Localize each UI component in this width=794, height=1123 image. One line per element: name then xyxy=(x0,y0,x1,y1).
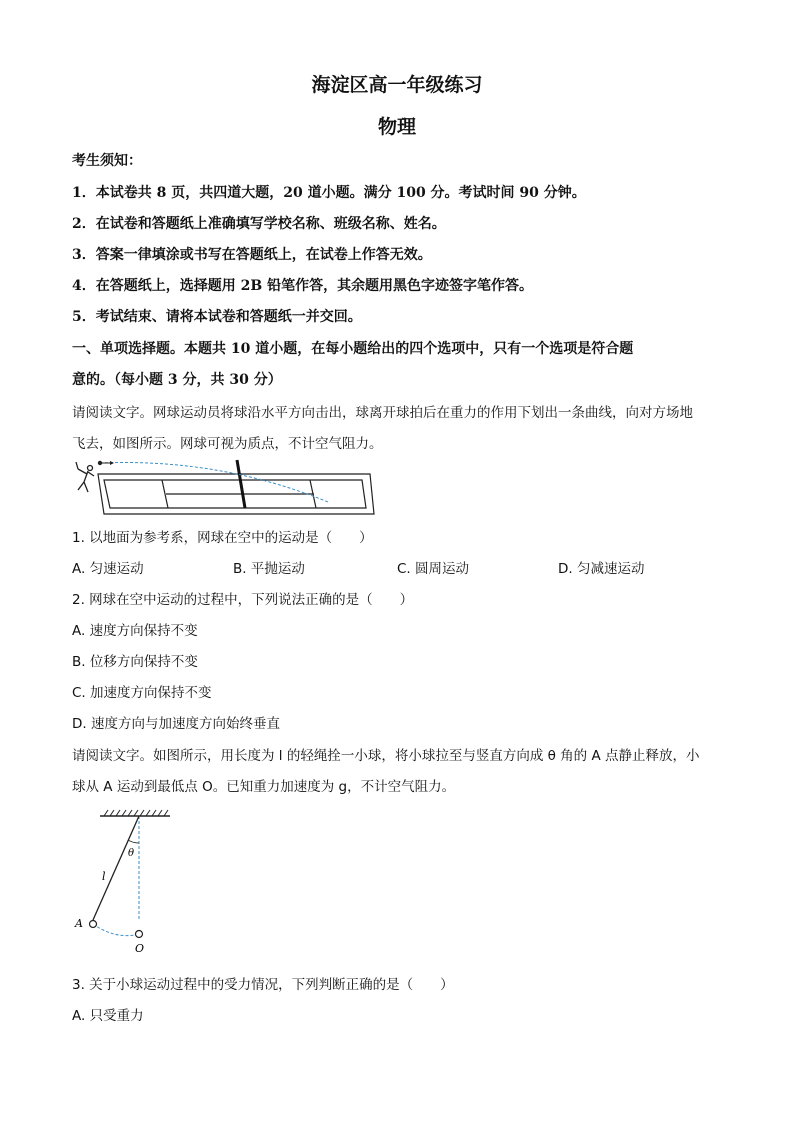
notice-item: 2．在试卷和答题纸上准确填写学校名称、班级名称、姓名。 xyxy=(72,216,446,232)
string xyxy=(93,816,139,920)
passage-text: 球从 A 运动到最低点 O。已知重力加速度为 g，不计空气阻力。 xyxy=(72,779,456,795)
question-stem: 2. 网球在空中运动的过程中，下列说法正确的是（ ） xyxy=(72,592,414,608)
q2-option-b[interactable]: B. 位移方向保持不变 xyxy=(72,654,198,670)
ceiling xyxy=(100,810,170,816)
ball-at-A xyxy=(90,921,97,928)
notice-heading: 考生须知： xyxy=(72,153,142,169)
tennis-player-icon xyxy=(76,462,94,492)
notice-item: 1．本试卷共 8 页，共四道大题，20 道小题。满分 100 分。考试时间 90 分钟。 xyxy=(72,185,586,201)
q2-option-d[interactable]: D. 速度方向与加速度方向始终垂直 xyxy=(72,716,280,732)
ball-icon xyxy=(98,461,114,465)
question-stem: 1. 以地面为参考系，网球在空中的运动是（ ） xyxy=(72,530,373,546)
passage-text: 请阅读文字。如图所示，用长度为 l 的轻绳拴一小球，将小球拉至与竖直方向成 θ 角的 A 点静止释放，小 xyxy=(72,748,700,764)
label-l: l xyxy=(102,870,106,883)
ball-trajectory xyxy=(100,462,328,502)
q3-option-a[interactable]: A. 只受重力 xyxy=(72,1008,144,1024)
swing-arc xyxy=(93,924,139,936)
label-O: O xyxy=(135,942,145,955)
q2-option-c[interactable]: C. 加速度方向保持不变 xyxy=(72,685,212,701)
theta-arc xyxy=(128,840,139,843)
court-outline xyxy=(98,474,374,514)
notice-item: 5．考试结束、请将本试卷和答题纸一并交回。 xyxy=(72,309,362,325)
q2-option-a[interactable]: A. 速度方向保持不变 xyxy=(72,623,198,639)
section-heading-line: 一、单项选择题。本题共 10 道小题，在每小题给出的四个选项中，只有一个选项是符合题 xyxy=(72,341,634,357)
exam-title: 海淀区高一年级练习 xyxy=(311,74,483,96)
exam-subject: 物理 xyxy=(377,116,416,138)
passage-text: 飞去，如图所示。网球可视为质点，不计空气阻力。 xyxy=(72,436,383,452)
label-theta: θ xyxy=(128,848,135,859)
tennis-court-figure xyxy=(70,456,380,520)
ball-at-O xyxy=(136,931,143,938)
label-A: A xyxy=(75,917,83,930)
section-heading-line: 意的。（每小题 3 分，共 30 分） xyxy=(72,372,282,388)
q1-option-a[interactable]: A. 匀速运动 xyxy=(72,561,144,577)
pendulum-figure xyxy=(70,806,180,956)
notice-item: 4．在答题纸上，选择题用 2B 铅笔作答，其余题用黑色字迹签字笔作答。 xyxy=(72,278,534,294)
q1-option-c[interactable]: C. 圆周运动 xyxy=(397,561,470,577)
notice-item: 3．答案一律填涂或书写在答题纸上，在试卷上作答无效。 xyxy=(72,247,432,263)
q1-option-b[interactable]: B. 平抛运动 xyxy=(233,561,305,577)
net xyxy=(237,460,245,508)
question-stem: 3. 关于小球运动过程中的受力情况，下列判断正确的是（ ） xyxy=(72,977,454,993)
q1-option-d[interactable]: D. 匀减速运动 xyxy=(558,561,645,577)
passage-text: 请阅读文字。网球运动员将球沿水平方向击出，球离开球拍后在重力的作用下划出一条曲线，向对方场地 xyxy=(72,405,693,421)
